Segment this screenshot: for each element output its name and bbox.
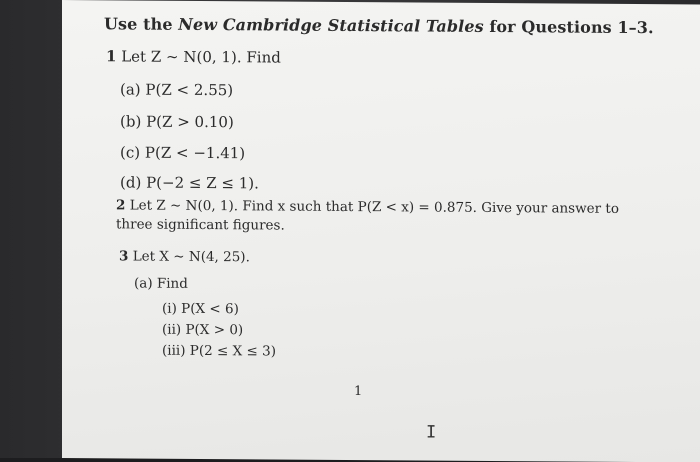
question-1-stem: Let Z ~ N(0, 1). Find bbox=[121, 47, 281, 67]
question-3-stem: Let X ~ N(4, 25). bbox=[132, 248, 250, 266]
title-suffix: for Questions 1–3. bbox=[489, 16, 654, 38]
title-prefix: Use the bbox=[104, 14, 173, 34]
question-1-part-d: (d) P(−2 ≤ Z ≤ 1). bbox=[120, 173, 259, 193]
text-cursor-icon: I bbox=[426, 422, 437, 443]
question-1 bbox=[106, 47, 281, 66]
title-book-name: New Cambridge Statistical Tables bbox=[178, 14, 484, 36]
page-number: 1 bbox=[354, 384, 363, 400]
question-2-line-1: Let Z ~ N(0, 1). Find x such that P(Z < x) = 0.875. Give your answer to bbox=[129, 197, 619, 217]
question-1-part-c: (c) P(Z < −1.41) bbox=[120, 143, 246, 163]
question-1-part-a: (a) P(Z < 2.55) bbox=[120, 80, 234, 100]
document-page bbox=[62, 0, 700, 462]
question-3-subpart-ii: (ii) P(X > 0) bbox=[162, 321, 244, 339]
question-2-line-2: three significant figures. bbox=[116, 216, 285, 234]
question-3 bbox=[119, 248, 250, 265]
question-3-part-a: (a) Find bbox=[134, 275, 188, 292]
question-3-subpart-i: (i) P(X < 6) bbox=[162, 300, 239, 318]
question-3-subpart-iii: (iii) P(2 ≤ X ≤ 3) bbox=[162, 342, 276, 360]
question-2-number: 2 bbox=[116, 197, 126, 214]
page-title bbox=[104, 14, 654, 37]
question-1-part-b: (b) P(Z > 0.10) bbox=[120, 112, 234, 132]
question-3-number: 3 bbox=[119, 248, 129, 265]
question-2 bbox=[116, 197, 619, 217]
question-1-number: 1 bbox=[106, 47, 117, 66]
